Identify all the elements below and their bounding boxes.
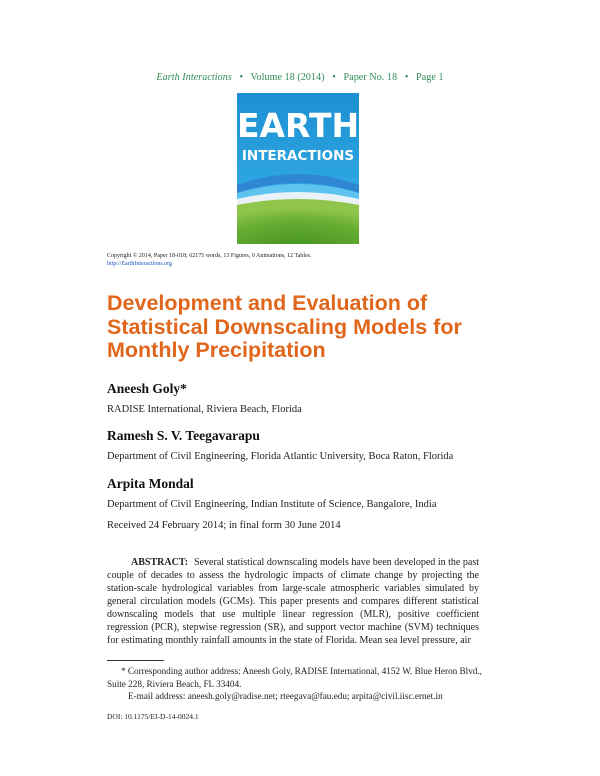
running-header [0,72,600,83]
author-affiliation: Department of Civil Engineering, Indian Institute of Science, Bangalore, India [107,499,437,510]
journal-url-link[interactable]: http://EarthInteractions.org [107,261,173,267]
author-affiliation: Department of Civil Engineering, Florida Atlantic University, Boca Raton, Florida [107,451,454,462]
journal-cover-logo [237,93,359,244]
paper-number: Paper No. 18 [343,72,398,83]
author-name: Ramesh S. V. Teegavarapu [107,428,260,443]
header-separator: • [404,72,409,83]
author-affiliation: RADISE International, Riviera Beach, Florida [107,404,302,415]
received-date: Received 24 February 2014; in final form 30 June 2014 [107,520,341,531]
cover-title-interactions: INTERACTIONS [241,148,355,164]
corresponding-author-footnote: * Corresponding author address: Aneesh Goly, RADISE International, 4152 W. Blue Heron Blvd., Suite 228, Riviera Beach, FL 33404. [107,666,482,689]
email-footnote: E-mail address: aneesh.goly@radise.net; rteegava@fau.edu; arpita@civil.iisc.ernet.in [128,691,443,701]
cover-title-earth: EARTH [237,106,359,145]
footnote-divider [107,660,164,661]
doi: DOI: 10.1175/EI-D-14-0024.1 [107,712,199,721]
header-separator: • [239,72,244,83]
abstract [107,556,479,647]
page-number: Page 1 [416,72,444,83]
header-separator: • [332,72,336,83]
abstract-label: ABSTRACT: [131,557,189,568]
journal-name: Earth Interactions [156,72,232,83]
copyright-line: Copyright © 2014, Paper 18-018; 62175 words, 13 Figures, 0 Animations, 12 Tables. [107,253,312,259]
author-name: Aneesh Goly* [107,381,187,396]
author-name: Arpita Mondal [107,476,194,491]
copyright-notice [107,252,312,268]
abstract-text: Several statistical downscaling models have been developed in the past couple of decades to assess the hydrologic impacts of climate change by projecting the station-scale hydrological variables from large-scale atmospheric variables simulated by general circulation models (GCMs). This paper presents and compares different statistical downscaling models that use multiple linear regression (MLR), positive coefficient regression (PCR), stepwise regression (SR), and support vector machine (SVM) techniques for estimating monthly rainfall amounts in the state of Florida. Mean sea level pressure, air [107,557,479,646]
volume-info: Volume 18 (2014) [250,72,325,83]
paper-title: Development and Evaluation of Statistical Downscaling Models for Monthly Precipitation [107,291,462,362]
